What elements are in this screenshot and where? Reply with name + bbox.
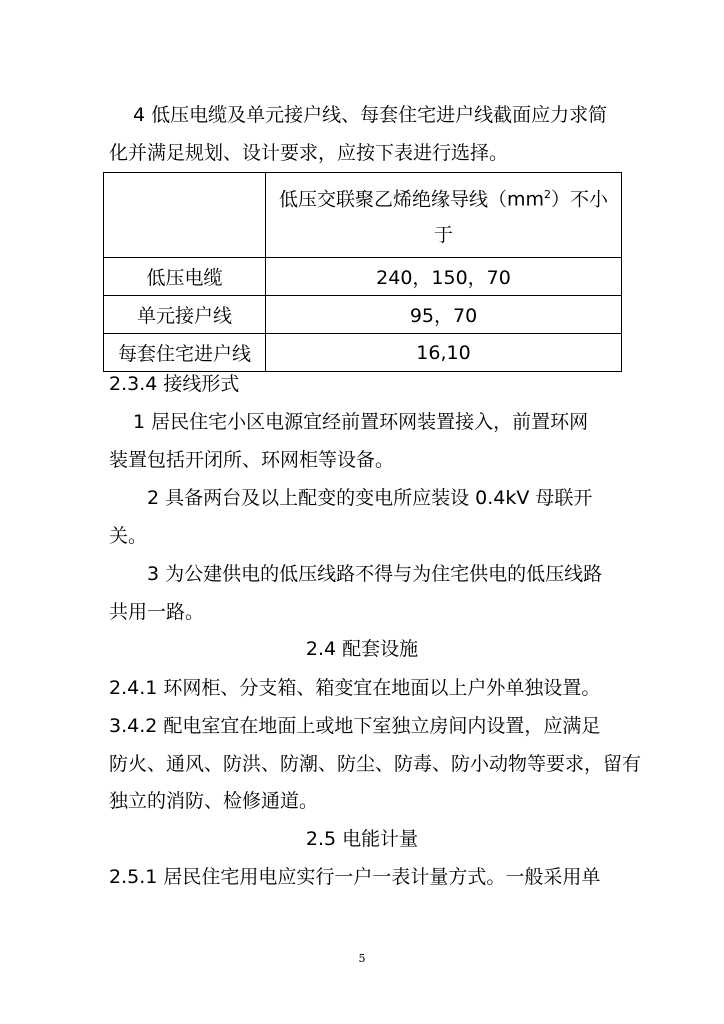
para-line: 3 为公建供电的低压线路不得与为住宅供电的低压线路 — [147, 563, 603, 585]
table-cell-name: 单元接户线 — [104, 296, 266, 334]
table-header-empty-cell — [104, 173, 266, 258]
page-number: 5 — [358, 952, 366, 965]
para-line: 2 具备两台及以上配变的变电所应装设 0.4kV 母联开 — [147, 487, 593, 509]
header-superscript: 2 — [544, 188, 551, 201]
para-line: 共用一路。 — [109, 601, 205, 623]
table-cell-name: 低压电缆 — [104, 258, 266, 296]
header-text: 低压交联聚乙烯绝缘导线（mm — [278, 188, 544, 211]
cable-section-table — [103, 172, 622, 372]
table-row — [104, 296, 622, 334]
section-title: 2.4 配套设施 — [305, 638, 419, 660]
table-row — [104, 258, 622, 296]
para-line: 关。 — [109, 525, 148, 547]
table-cell-value: 240，150，70 — [266, 258, 622, 296]
table-cell-value: 16,10 — [266, 334, 622, 372]
para-line: 防火、通风、防洪、防潮、防尘、防毒、防小动物等要求，留有 — [109, 753, 642, 775]
para-line: 4 低压电缆及单元接户线、每套住宅进户线截面应力求简 — [133, 104, 608, 126]
para-line: 独立的消防、检修通道。 — [109, 790, 319, 812]
table-header-cell — [266, 173, 622, 258]
section-heading: 2.3.4 接线形式 — [109, 373, 240, 395]
table-header-row — [104, 173, 622, 258]
table-cell-name: 每套住宅进户线 — [104, 334, 266, 372]
para-line: 化并满足规划、设计要求，应按下表进行选择。 — [109, 142, 509, 164]
section-title: 2.5 电能计量 — [305, 828, 419, 850]
para-line: 2.4.1 环网柜、分支箱、箱变宜在地面以上户外单独设置。 — [109, 677, 601, 699]
para-line: 3.4.2 配电室宜在地面上或地下室独立房间内设置，应满足 — [109, 715, 601, 737]
header-text: ）不小于 — [433, 188, 609, 247]
para-line: 2.5.1 居民住宅用电应实行一户一表计量方式。一般采用单 — [109, 866, 601, 888]
table-cell-value: 95，70 — [266, 296, 622, 334]
para-line: 1 居民住宅小区电源宜经前置环网装置接入，前置环网 — [133, 411, 589, 433]
para-line: 装置包括开闭所、环网柜等设备。 — [109, 449, 395, 471]
table-row — [104, 334, 622, 372]
